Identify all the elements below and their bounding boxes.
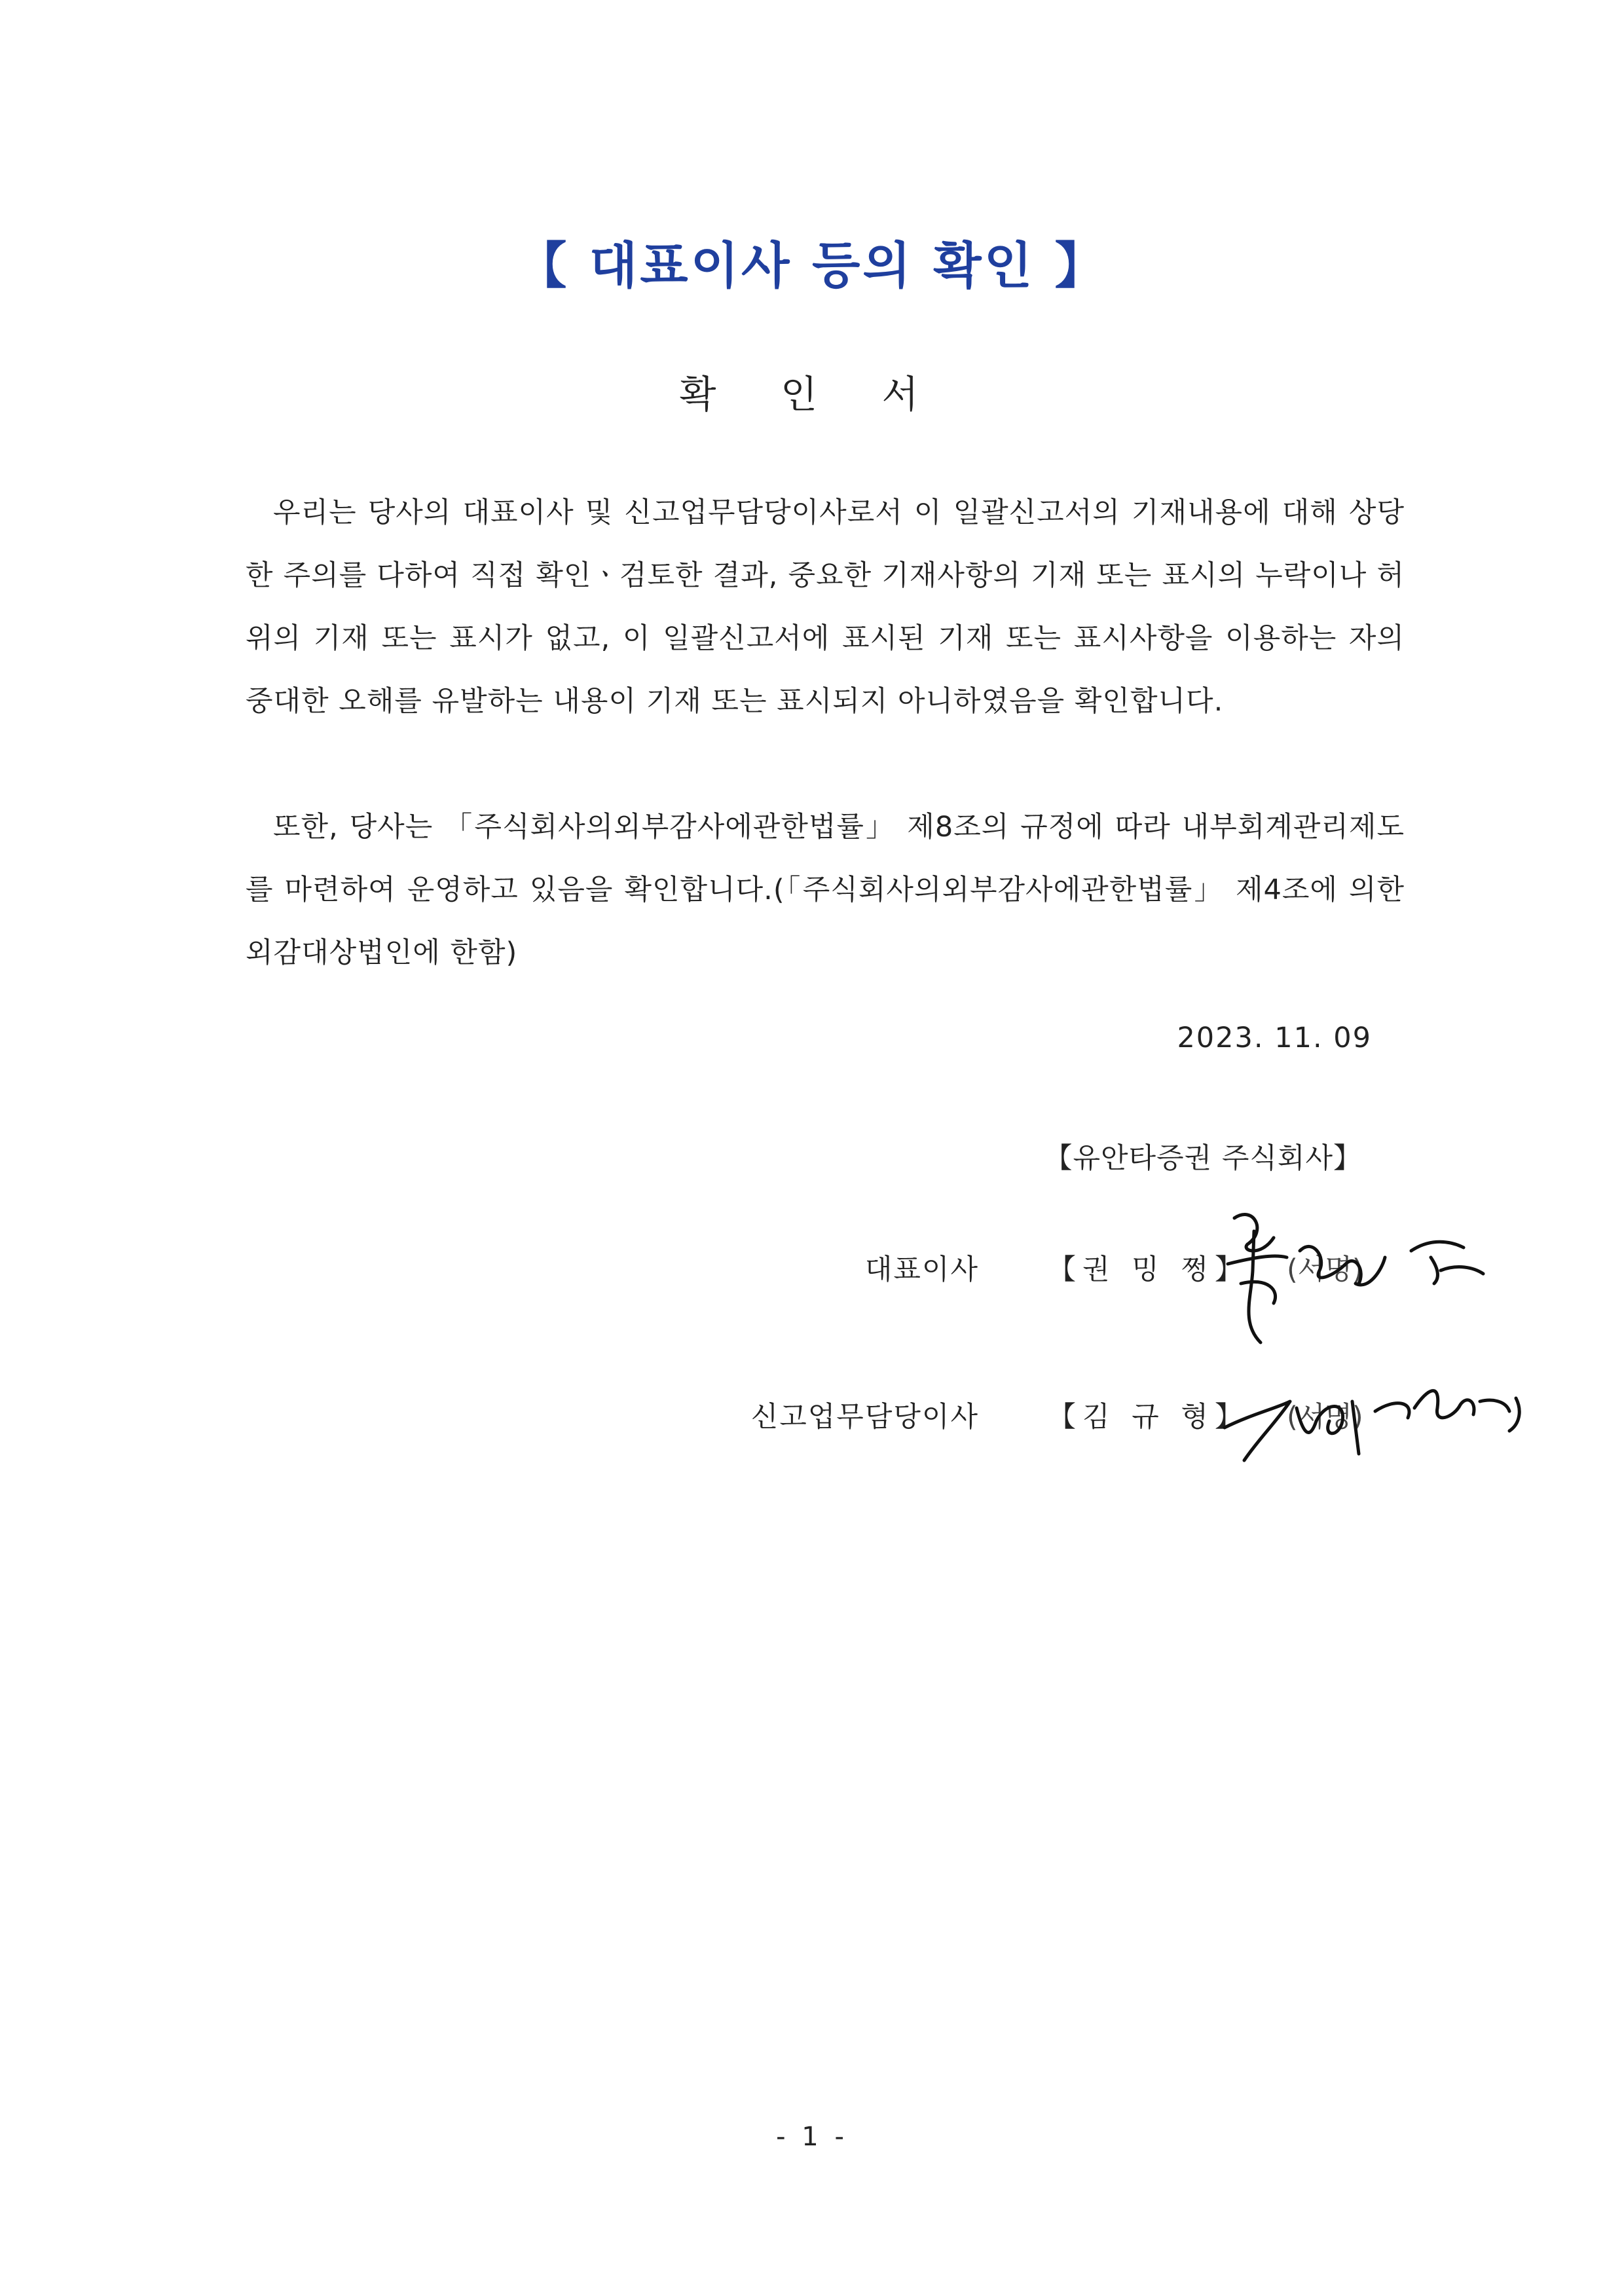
confirmation-paragraph-1: 우리는 당사의 대표이사 및 신고업무담당이사로서 이 일괄신고서의 기재내용에 대해 상당한 주의를 다하여 직접 확인ㆍ검토한 결과, 중요한 기재사항의 기재 또는 표시의 누락이나 허위의 기재 또는 표시가 없고, 이 일괄신고서에 표시된 기재 또는 표시사항을 이용하는 자의 중대한 오해를 유발하는 내용이 기재 또는 표시되지 아니하였음을 확인합니다. xyxy=(246,496,1405,718)
signatory-name-reporting-director: 【김 규 형】 xyxy=(1048,1401,1249,1434)
confirmation-paragraph-2: 또한, 당사는 「주식회사의외부감사에관한법률」 제8조의 규정에 따라 내부회계관리제도를 마련하여 운영하고 있음을 확인합니다.(「주식회사의외부감사에관한법률」 제4조에 의한 외감대상법인에 한함) xyxy=(246,811,1405,969)
signature-ceo-image xyxy=(1215,1192,1490,1362)
document-date: 2023. 11. 09 xyxy=(1177,1022,1372,1054)
signatory-role-ceo: 대표이사 xyxy=(864,1253,979,1286)
company-name: 【유안타증권 주식회사】 xyxy=(1044,1142,1362,1175)
document-heading: 【 대표이사 등의 확인 】 xyxy=(517,236,1107,295)
signature-label-ceo: (서명) xyxy=(1287,1253,1363,1286)
signature-label-reporting-director: (서명) xyxy=(1287,1401,1363,1434)
signatory-name-ceo: 【권 밍 쩡】 xyxy=(1048,1253,1249,1286)
signature-reporting-director-image xyxy=(1218,1362,1526,1473)
signatory-role-reporting-director: 신고업무담당이사 xyxy=(750,1401,979,1434)
document-subheading: 확 인 서 xyxy=(679,372,945,417)
page-number: - 1 - xyxy=(776,2122,848,2152)
